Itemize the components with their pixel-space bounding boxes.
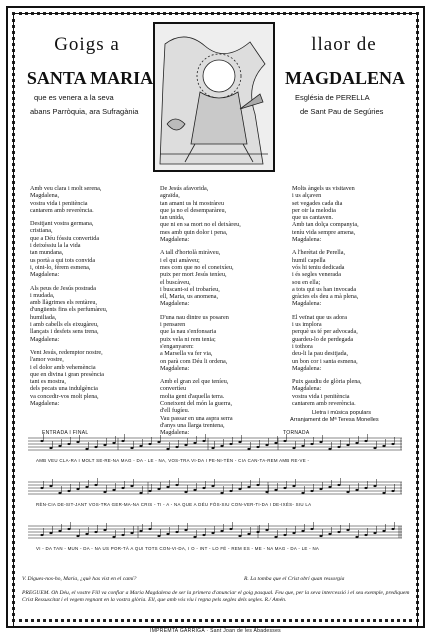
- note-head: [175, 531, 178, 533]
- note-head: [256, 446, 259, 448]
- note-head: [184, 529, 187, 531]
- note-head: [121, 487, 124, 489]
- note-head: [274, 442, 277, 444]
- staff-3: [28, 526, 402, 538]
- subtitle-left-2: abans Parròquia, ara Sufragània: [30, 107, 139, 116]
- music-score: [28, 430, 402, 570]
- printer-line: IMPREMTA GARRIGA · Sant Joan de les Abadesses: [150, 628, 281, 634]
- saint-name-left: SANTA MARIA: [26, 68, 154, 88]
- note-head: [283, 440, 286, 442]
- note-head: [121, 534, 124, 536]
- note-head: [310, 528, 313, 530]
- note-head: [121, 440, 124, 442]
- note-head: [292, 532, 295, 534]
- note-head: [112, 489, 115, 491]
- note-head: [319, 535, 322, 537]
- verse-1-2: Desitjant vostra germana, cristiana, que a Déu fóssiu convertida i deixéssiu la la vida tan mundana, us portà a qui tots convida i, oint-lo, férem esmena, Magdalena:: [30, 220, 100, 279]
- note-head: [373, 532, 376, 534]
- note-head: [382, 530, 385, 532]
- note-head: [364, 534, 367, 536]
- verse-column-1: [30, 185, 150, 407]
- note-head: [310, 443, 313, 445]
- note-head: [193, 489, 196, 491]
- note-head: [40, 534, 43, 536]
- staff-2: [28, 482, 402, 494]
- verse-2-2: A tall d'hortolà miràveu, i el qui amàveu; mes com que no el coneixíeu, puix per mort Jesús teníeu, el buscàveu, i buscant-si el trobaríeu, ell, Maria, us anomena, Magdalena:: [160, 249, 234, 308]
- note-head: [67, 490, 70, 492]
- note-head: [175, 484, 178, 486]
- saint-engraving: [153, 22, 275, 172]
- lyrics-line-2: RÈN-CIA DE-SIT-JANT VOS-TRA GER-MA-NA CRIS - TI - A - NA QUE A DÉU FÓS-SIU CON-VER-TI-DA I DE-IXÉS- SIU LA: [36, 502, 312, 507]
- verse-3-1: Molts àngels us visitaven i us alçaven set vegades cada dia per oir la melodia que us cantaven. Amb tan dolça companyia, teníu vida sempre amena, Magdalena:: [292, 185, 359, 244]
- note-head: [67, 443, 70, 445]
- note-head: [85, 448, 88, 450]
- note-head: [58, 445, 61, 447]
- note-head: [328, 448, 331, 450]
- note-head: [301, 530, 304, 532]
- note-head: [94, 531, 97, 533]
- note-head: [310, 490, 313, 492]
- note-head: [157, 535, 160, 537]
- note-head: [373, 447, 376, 449]
- note-head: [355, 442, 358, 444]
- note-head: [229, 490, 232, 492]
- note-head: [202, 440, 205, 442]
- music-label-entrada: ENTRADA I FINAL: [42, 430, 89, 436]
- verse-3-3: El veïnat que us adora i us implora perquè us té per advocada, guardeu-lo de perdegada i tothora deu-li la pau desitjada, un bon cor i santa esmena, Magdalena:: [292, 313, 358, 372]
- note-head: [148, 443, 151, 445]
- credits-line-1: Lletra i música populars: [312, 410, 372, 416]
- note-head: [211, 485, 214, 487]
- note-head: [139, 445, 142, 447]
- note-head: [148, 528, 151, 530]
- note-head: [328, 486, 331, 488]
- note-head: [373, 485, 376, 487]
- note-head: [175, 446, 178, 448]
- note-head: [130, 447, 133, 449]
- note-head: [166, 448, 169, 450]
- note-head: [355, 489, 358, 491]
- note-head: [202, 534, 205, 536]
- note-head: [337, 484, 340, 486]
- lyrics-line-3: VI - DA TAN - MUN - DA - NA US POR-TÀ A QUI TOTS CON-VI-DA, I O - INT - LO FÉ - REM ES - ME - NA MAG - DA - LE - NA: [36, 546, 320, 551]
- note-head: [211, 447, 214, 449]
- note-head: [247, 448, 250, 450]
- note-head: [202, 487, 205, 489]
- verse-3-2: A l'herètat de Perella, humil capella vós hi teniu dedicada i és segles venerada sou en ella; a tots qui us han invocada gràcies els deu a mà plena, Magdalena:: [292, 249, 359, 308]
- note-head: [301, 445, 304, 447]
- note-head: [103, 491, 106, 493]
- note-head: [184, 444, 187, 446]
- subtitle-right-2: de Sant Pau de Segúries: [300, 107, 384, 116]
- note-head: [166, 533, 169, 535]
- note-head: [274, 536, 277, 538]
- note-head: [112, 536, 115, 538]
- note-head: [229, 528, 232, 530]
- note-head: [148, 490, 151, 492]
- response: R. La tomba que el Crist obrí quan ressorgia: [244, 576, 345, 582]
- title-right: llaor de: [311, 34, 377, 55]
- note-head: [247, 486, 250, 488]
- note-head: [103, 444, 106, 446]
- note-head: [193, 536, 196, 538]
- note-head: [301, 492, 304, 494]
- verse-1-3: Als peus de Jesús postrada i mudada, amb llàgrimes els rentàreu, d'ungüents fins els perfumàreu, humiliada, i amb cabells els eixugàreu, llançats i desfets sens trena, Magdalena:: [30, 284, 108, 343]
- note-head: [346, 444, 349, 446]
- note-head: [193, 442, 196, 444]
- note-head: [40, 440, 43, 442]
- note-head: [211, 532, 214, 534]
- note-head: [346, 529, 349, 531]
- note-head: [139, 492, 142, 494]
- note-head: [112, 442, 115, 444]
- verse-1-1: Amb veu clara i molt serena, Magdalena, vostra vida i penitència cantarem amb reverència.: [30, 185, 102, 214]
- note-head: [319, 488, 322, 490]
- verse-2-1: De Jesús afavorida, agraïda, tan amant us hi mostràreu que ja no el desemparàreu, tan unida, que ni en sa mort no el deixàreu, mes amb quin dolor i pena, Magdalena:: [160, 185, 241, 244]
- versicle-row: [22, 576, 410, 583]
- verse-column-3: [292, 185, 412, 407]
- lyrics-line-1: AMB VEU CLA-RA I MOLT SE-RE-NA MAG - DA - LE - NA, VOS-TRA VI-DA I PE-NI-TÈN - CIA CAN-TA-REM AMB RE-VE -: [36, 458, 310, 463]
- note-head: [184, 491, 187, 493]
- note-head: [337, 531, 340, 533]
- note-head: [76, 488, 79, 490]
- subtitle-right-1: Església de PERELLA: [295, 93, 370, 102]
- note-head: [238, 535, 241, 537]
- note-head: [238, 441, 241, 443]
- note-head: [157, 488, 160, 490]
- verse-1-4: Vent Jesús, redemptor nostre, l'amor vostre, i el dolor amb vehemència que en divina i gran presència tant es mostra, dels pecats una indulgència va concedir-vos molt plena, Magdalena:: [30, 348, 105, 408]
- note-head: [292, 485, 295, 487]
- note-head: [355, 536, 358, 538]
- note-head: [337, 446, 340, 448]
- note-head: [364, 440, 367, 442]
- note-head: [139, 530, 142, 532]
- note-head: [319, 441, 322, 443]
- note-head: [274, 489, 277, 491]
- note-head: [346, 491, 349, 493]
- music-label-tornada: TORNADA: [283, 430, 310, 436]
- title-left: Goigs a: [54, 34, 120, 55]
- note-head: [238, 488, 241, 490]
- note-head: [166, 486, 169, 488]
- saint-name-right: MAGDALENA: [285, 68, 405, 88]
- verse-column-2: [160, 185, 285, 437]
- prayer: PREGUEM. Oh Déu, el vostre Fill va confiar a Maria Magdalena de ser la primera d'anunciar el goig pasqual. Feu que, per la seva intercessió i el seu exemple, prediquem Crist Ressuscitat i el vegem regnant en la vostra glòria. Ell, que amb vós viu i regna pels segles dels segles. R./ Amén.: [22, 590, 410, 603]
- verse-2-3: D'una nau dintre us posaren i pensaren que la nau s'enfonsaria puix vela ni rem tenia; s'enganyaren: a Marsella va fer via, on parà com Déu li ordena, Magdalena:: [160, 313, 229, 372]
- note-head: [220, 492, 223, 494]
- note-head: [94, 446, 97, 448]
- note-head: [265, 529, 268, 531]
- note-head: [85, 486, 88, 488]
- note-head: [391, 528, 394, 530]
- note-head: [247, 533, 250, 535]
- note-head: [328, 533, 331, 535]
- note-head: [382, 445, 385, 447]
- note-head: [283, 487, 286, 489]
- credits-line-2: Arranjament de Mª Teresa Monelles: [290, 417, 379, 423]
- note-head: [382, 492, 385, 494]
- note-head: [391, 490, 394, 492]
- note-head: [256, 484, 259, 486]
- note-head: [265, 444, 268, 446]
- note-head: [130, 485, 133, 487]
- note-head: [364, 487, 367, 489]
- note-head: [76, 441, 79, 443]
- note-head: [229, 443, 232, 445]
- versicle: V. Digues-nos-ho, Maria, ¿què has vist en el camí?: [22, 576, 137, 582]
- note-head: [94, 484, 97, 486]
- note-head: [391, 443, 394, 445]
- note-head: [85, 533, 88, 535]
- note-head: [103, 529, 106, 531]
- note-head: [67, 528, 70, 530]
- music-credits: [290, 410, 420, 424]
- verse-3-4: Puix gaudiu de glòria plena, Magdalena: vostra vida i penitència cantarem amb reverència.: [292, 378, 362, 408]
- note-head: [58, 492, 61, 494]
- note-head: [220, 530, 223, 532]
- staff-1: [28, 438, 402, 450]
- note-head: [76, 535, 79, 537]
- note-head: [157, 441, 160, 443]
- note-head: [283, 534, 286, 536]
- note-head: [292, 447, 295, 449]
- note-head: [40, 487, 43, 489]
- note-head: [58, 530, 61, 532]
- note-head: [49, 485, 52, 487]
- note-head: [49, 447, 52, 449]
- note-head: [130, 532, 133, 534]
- note-head: [220, 445, 223, 447]
- note-head: [49, 532, 52, 534]
- subtitle-left-1: que es venera a la seva: [34, 93, 114, 102]
- verse-2-4: Amb el gran zel que teníeu, convertíeu molta gent d'aquella terra. Coneixent del món la guerra, d'ell fugíeu. Vau passar en una aspra serra d'anys una llarga trentena, Magdalena:: [160, 378, 233, 437]
